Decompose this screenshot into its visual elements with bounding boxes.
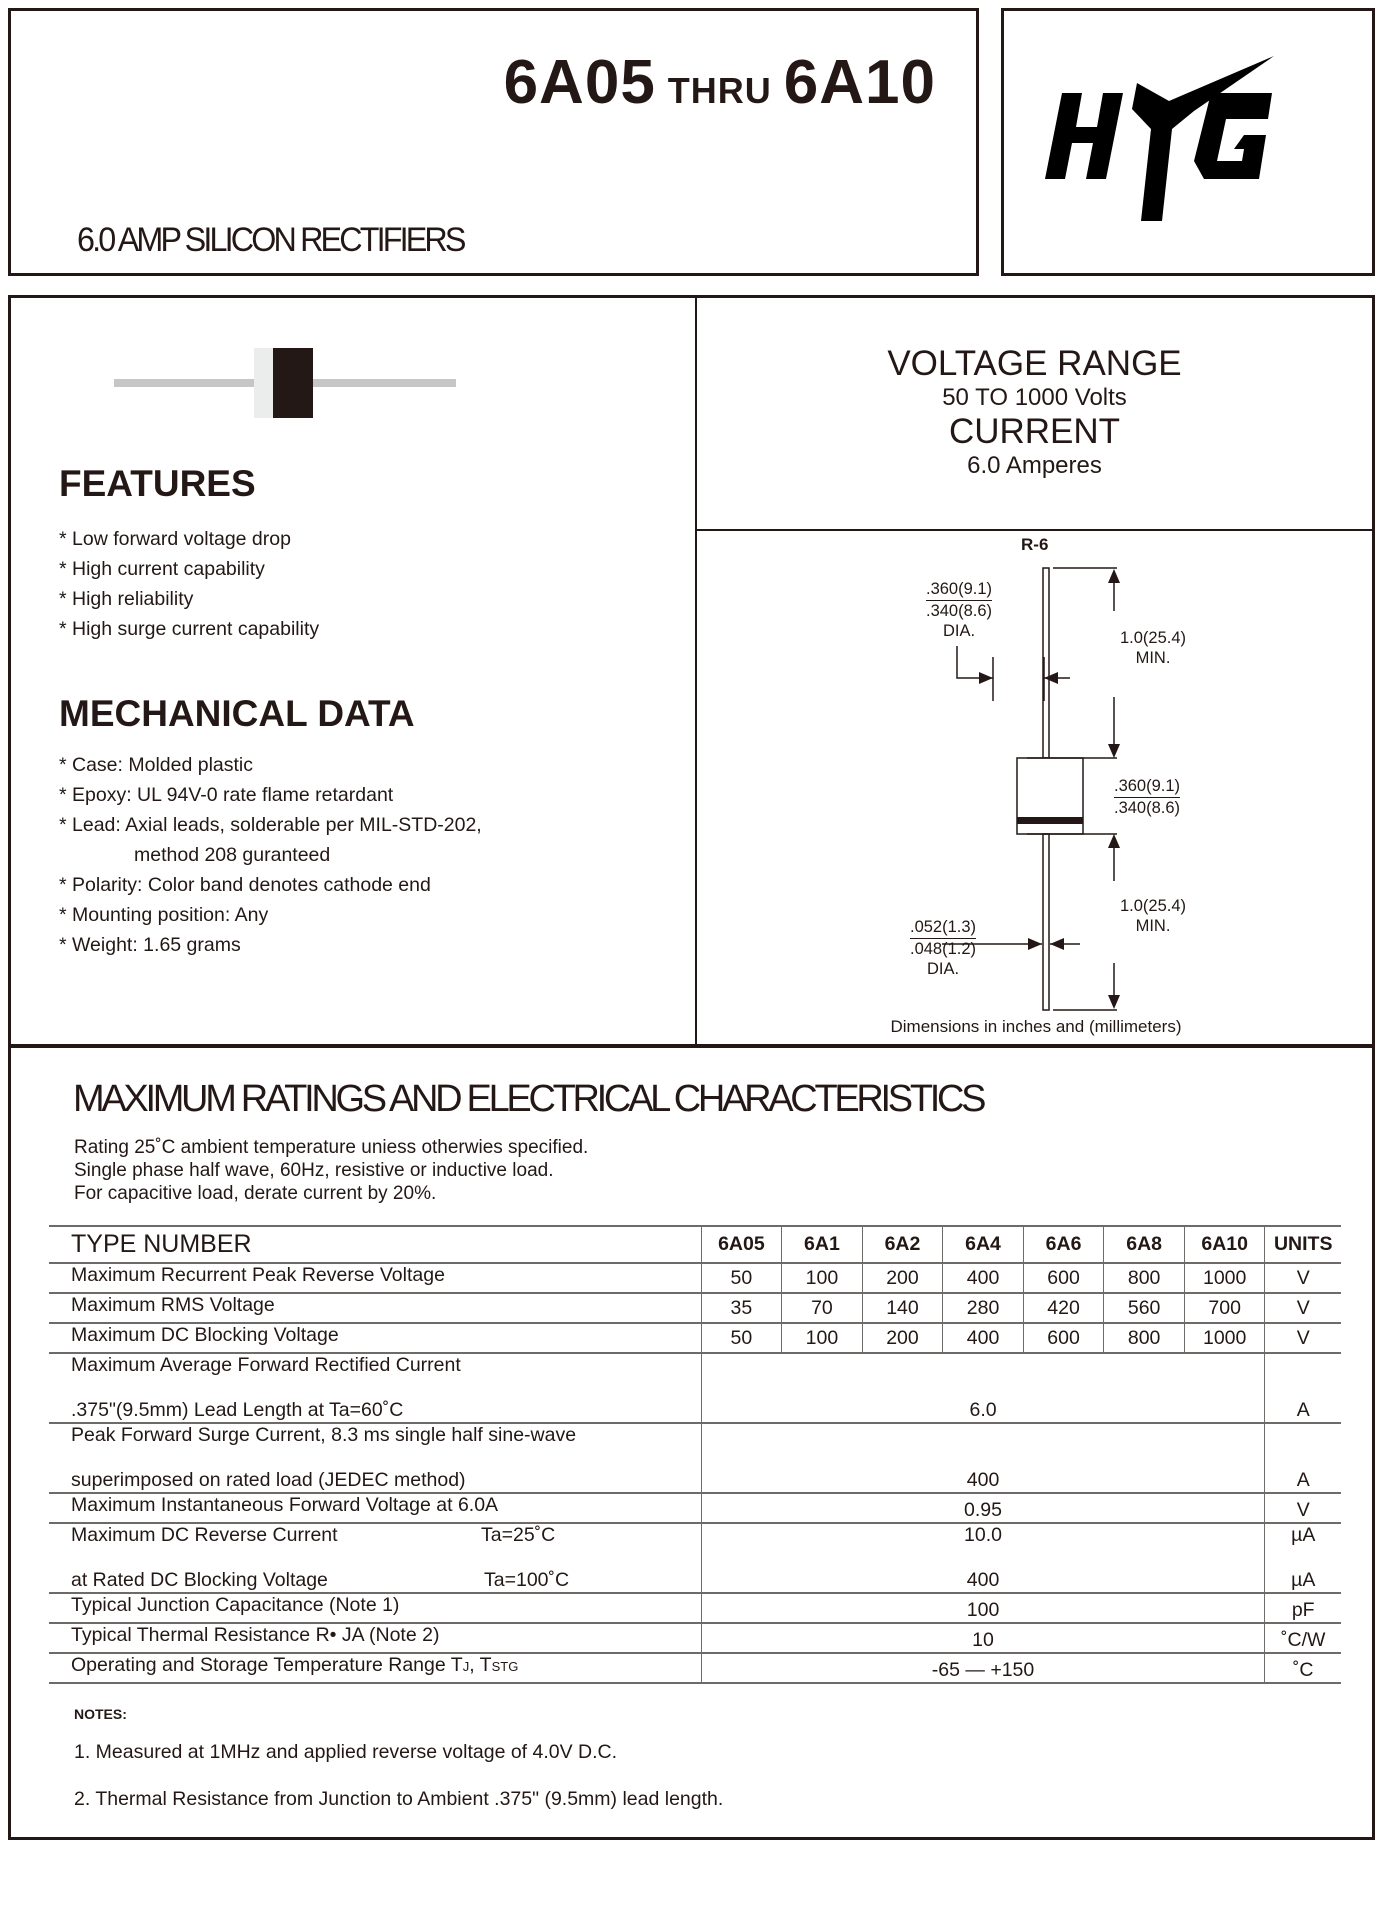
table-row xyxy=(49,1353,1341,1423)
value-cell: 700 xyxy=(1184,1293,1265,1323)
param-cell: Maximum Recurrent Peak Reverse Voltage xyxy=(49,1263,701,1293)
hyg-logo-icon xyxy=(1004,11,1372,273)
diode-cathode-band xyxy=(273,348,313,418)
package-drawing xyxy=(697,531,1375,1047)
unit-cell: µA µA xyxy=(1265,1523,1341,1593)
package-name: R-6 xyxy=(1021,535,1049,554)
current-value: 6.0 Amperes xyxy=(967,452,1102,479)
table-row xyxy=(49,1293,1341,1323)
overview-panel xyxy=(8,295,1375,1047)
lead-length-bottom-dim: 1.0(25.4) MIN. xyxy=(1120,897,1187,935)
mechanical-item: * Epoxy: UL 94V-0 rate flame retardant xyxy=(59,784,394,806)
value-cell: 1000 xyxy=(1184,1323,1265,1353)
part-to: 6A10 xyxy=(783,48,936,117)
value-cell: 0.95 xyxy=(701,1493,1265,1523)
value-cell: 70 xyxy=(782,1293,863,1323)
ratings-title: MAXIMUM RATINGS AND ELECTRICAL CHARACTERISTICS xyxy=(73,1078,984,1120)
mechanical-list xyxy=(59,750,482,960)
condition-line: For capacitive load, derate current by 20%. xyxy=(74,1183,437,1204)
table-row xyxy=(49,1593,1341,1623)
column-header: 6A05 xyxy=(701,1226,782,1263)
value-cell: 50 xyxy=(701,1263,782,1293)
body-diameter-dim: .360(9.1) .340(8.6) DIA. xyxy=(926,580,993,640)
column-header: 6A6 xyxy=(1023,1226,1104,1263)
value-cell: 420 xyxy=(1023,1293,1104,1323)
units-header: UNITS xyxy=(1265,1226,1341,1263)
value-cell: 280 xyxy=(943,1293,1024,1323)
condition-line: Single phase half wave, 60Hz, resistive or inductive load. xyxy=(74,1160,554,1181)
feature-item: * High current capability xyxy=(59,558,265,580)
mechanical-item: * Lead: Axial leads, solderable per MIL-STD-202, xyxy=(59,814,482,836)
mechanical-item: method 208 guranteed xyxy=(134,844,331,866)
diode-lead-left xyxy=(114,379,259,387)
diode-illustration-icon xyxy=(111,348,571,428)
diode-body xyxy=(254,348,276,418)
diode-lead-right xyxy=(311,379,456,387)
type-number-header: TYPE NUMBER xyxy=(49,1226,701,1263)
value-cell: 600 xyxy=(1023,1323,1104,1353)
value-cell: 800 xyxy=(1104,1323,1185,1353)
param-cell: Maximum DC Reverse Current Ta=25˚C at Rated DC Blocking Voltage Ta=100˚C xyxy=(49,1523,701,1593)
mechanical-heading: MECHANICAL DATA xyxy=(59,693,415,734)
table-row xyxy=(49,1523,1341,1593)
value-cell: 400 xyxy=(701,1423,1265,1493)
feature-item: * High reliability xyxy=(59,588,194,610)
param-cell: Typical Junction Capacitance (Note 1) xyxy=(49,1593,701,1623)
table-row xyxy=(49,1493,1341,1523)
unit-cell: A xyxy=(1265,1423,1341,1493)
ratings-table xyxy=(49,1225,1341,1684)
unit-cell: V xyxy=(1265,1263,1341,1293)
mechanical-item: * Polarity: Color band denotes cathode end xyxy=(59,874,431,896)
value-cell: 140 xyxy=(862,1293,943,1323)
table-row xyxy=(49,1423,1341,1493)
features-list xyxy=(59,524,319,644)
voltage-range-heading: VOLTAGE RANGE xyxy=(887,344,1182,383)
lead-diameter-dim: .052(1.3) .048(1.2) DIA. xyxy=(910,918,977,978)
param-cell: Peak Forward Surge Current, 8.3 ms single half sine-wave superimposed on rated load (JEDEC method) xyxy=(49,1423,701,1493)
value-cell: 6.0 xyxy=(701,1353,1265,1423)
mechanical-item: * Case: Molded plastic xyxy=(59,754,254,776)
value-cell: 100 xyxy=(782,1323,863,1353)
unit-cell: ˚C xyxy=(1265,1653,1341,1683)
value-cell: 560 xyxy=(1104,1293,1185,1323)
table-row xyxy=(49,1263,1341,1293)
value-cell: 600 xyxy=(1023,1263,1104,1293)
mechanical-item: * Mounting position: Any xyxy=(59,904,269,926)
value-cell: -65 — +150 xyxy=(701,1653,1265,1683)
title-panel xyxy=(8,8,979,276)
package-outline-icon xyxy=(697,531,1375,1047)
condition-line: Rating 25˚C ambient temperature uniess otherwies specified. xyxy=(74,1137,589,1158)
column-header: 6A10 xyxy=(1184,1226,1265,1263)
rating-conditions xyxy=(74,1136,588,1205)
body-length-dim: .360(9.1) .340(8.6) xyxy=(1114,777,1181,817)
param-cell: Maximum DC Blocking Voltage xyxy=(49,1323,701,1353)
param-cell: Maximum Instantaneous Forward Voltage at 6.0A xyxy=(49,1493,701,1523)
column-header: 6A4 xyxy=(943,1226,1024,1263)
unit-cell: A xyxy=(1265,1353,1341,1423)
note-item: 2. Thermal Resistance from Junction to Ambient .375" (9.5mm) lead length. xyxy=(74,1788,724,1810)
unit-cell: V xyxy=(1265,1293,1341,1323)
value-cell: 400 xyxy=(943,1263,1024,1293)
table-header-row xyxy=(49,1226,1341,1263)
notes-heading: NOTES: xyxy=(74,1706,127,1722)
voltage-range-value: 50 TO 1000 Volts xyxy=(942,384,1127,411)
table-row xyxy=(49,1323,1341,1353)
current-heading: CURRENT xyxy=(948,412,1121,451)
thru-label: THRU xyxy=(667,70,772,111)
table-row xyxy=(49,1623,1341,1653)
table-row xyxy=(49,1653,1341,1683)
part-from: 6A05 xyxy=(503,48,656,117)
lead-length-top-dim: 1.0(25.4) MIN. xyxy=(1120,629,1187,667)
column-header: 6A1 xyxy=(782,1226,863,1263)
mechanical-item: * Weight: 1.65 grams xyxy=(59,934,241,956)
logo-panel xyxy=(1001,8,1375,276)
value-cell: 35 xyxy=(701,1293,782,1323)
value-cell: 200 xyxy=(862,1263,943,1293)
product-subtitle: 6.0 AMP SILICON RECTIFIERS xyxy=(77,221,464,259)
unit-cell: pF xyxy=(1265,1593,1341,1623)
param-cell: Maximum RMS Voltage xyxy=(49,1293,701,1323)
value-cell: 10.0 400 xyxy=(701,1523,1265,1593)
unit-cell: V xyxy=(1265,1323,1341,1353)
unit-cell: V xyxy=(1265,1493,1341,1523)
note-item: 1. Measured at 1MHz and applied reverse voltage of 4.0V D.C. xyxy=(74,1741,618,1763)
value-cell: 50 xyxy=(701,1323,782,1353)
value-cell: 1000 xyxy=(1184,1263,1265,1293)
rating-summary xyxy=(697,298,1372,529)
column-header: 6A8 xyxy=(1104,1226,1185,1263)
feature-item: * High surge current capability xyxy=(59,618,320,640)
value-cell: 400 xyxy=(943,1323,1024,1353)
value-cell: 100 xyxy=(701,1593,1265,1623)
dimensions-caption: Dimensions in inches and (millimeters) xyxy=(890,1017,1182,1036)
value-cell: 800 xyxy=(1104,1263,1185,1293)
unit-cell: ˚C/W xyxy=(1265,1623,1341,1653)
param-cell: Maximum Average Forward Rectified Current .375"(9.5mm) Lead Length at Ta=60˚C xyxy=(49,1353,701,1423)
ratings-panel xyxy=(8,1045,1375,1840)
param-cell: Operating and Storage Temperature Range TJ, TSTG xyxy=(49,1653,701,1683)
value-cell: 100 xyxy=(782,1263,863,1293)
value-cell: 200 xyxy=(862,1323,943,1353)
features-heading: FEATURES xyxy=(59,463,256,504)
feature-item: * Low forward voltage drop xyxy=(59,528,291,550)
part-range-title xyxy=(504,47,936,118)
param-cell: Typical Thermal Resistance R• JA (Note 2) xyxy=(49,1623,701,1653)
column-header: 6A2 xyxy=(862,1226,943,1263)
value-cell: 10 xyxy=(701,1623,1265,1653)
